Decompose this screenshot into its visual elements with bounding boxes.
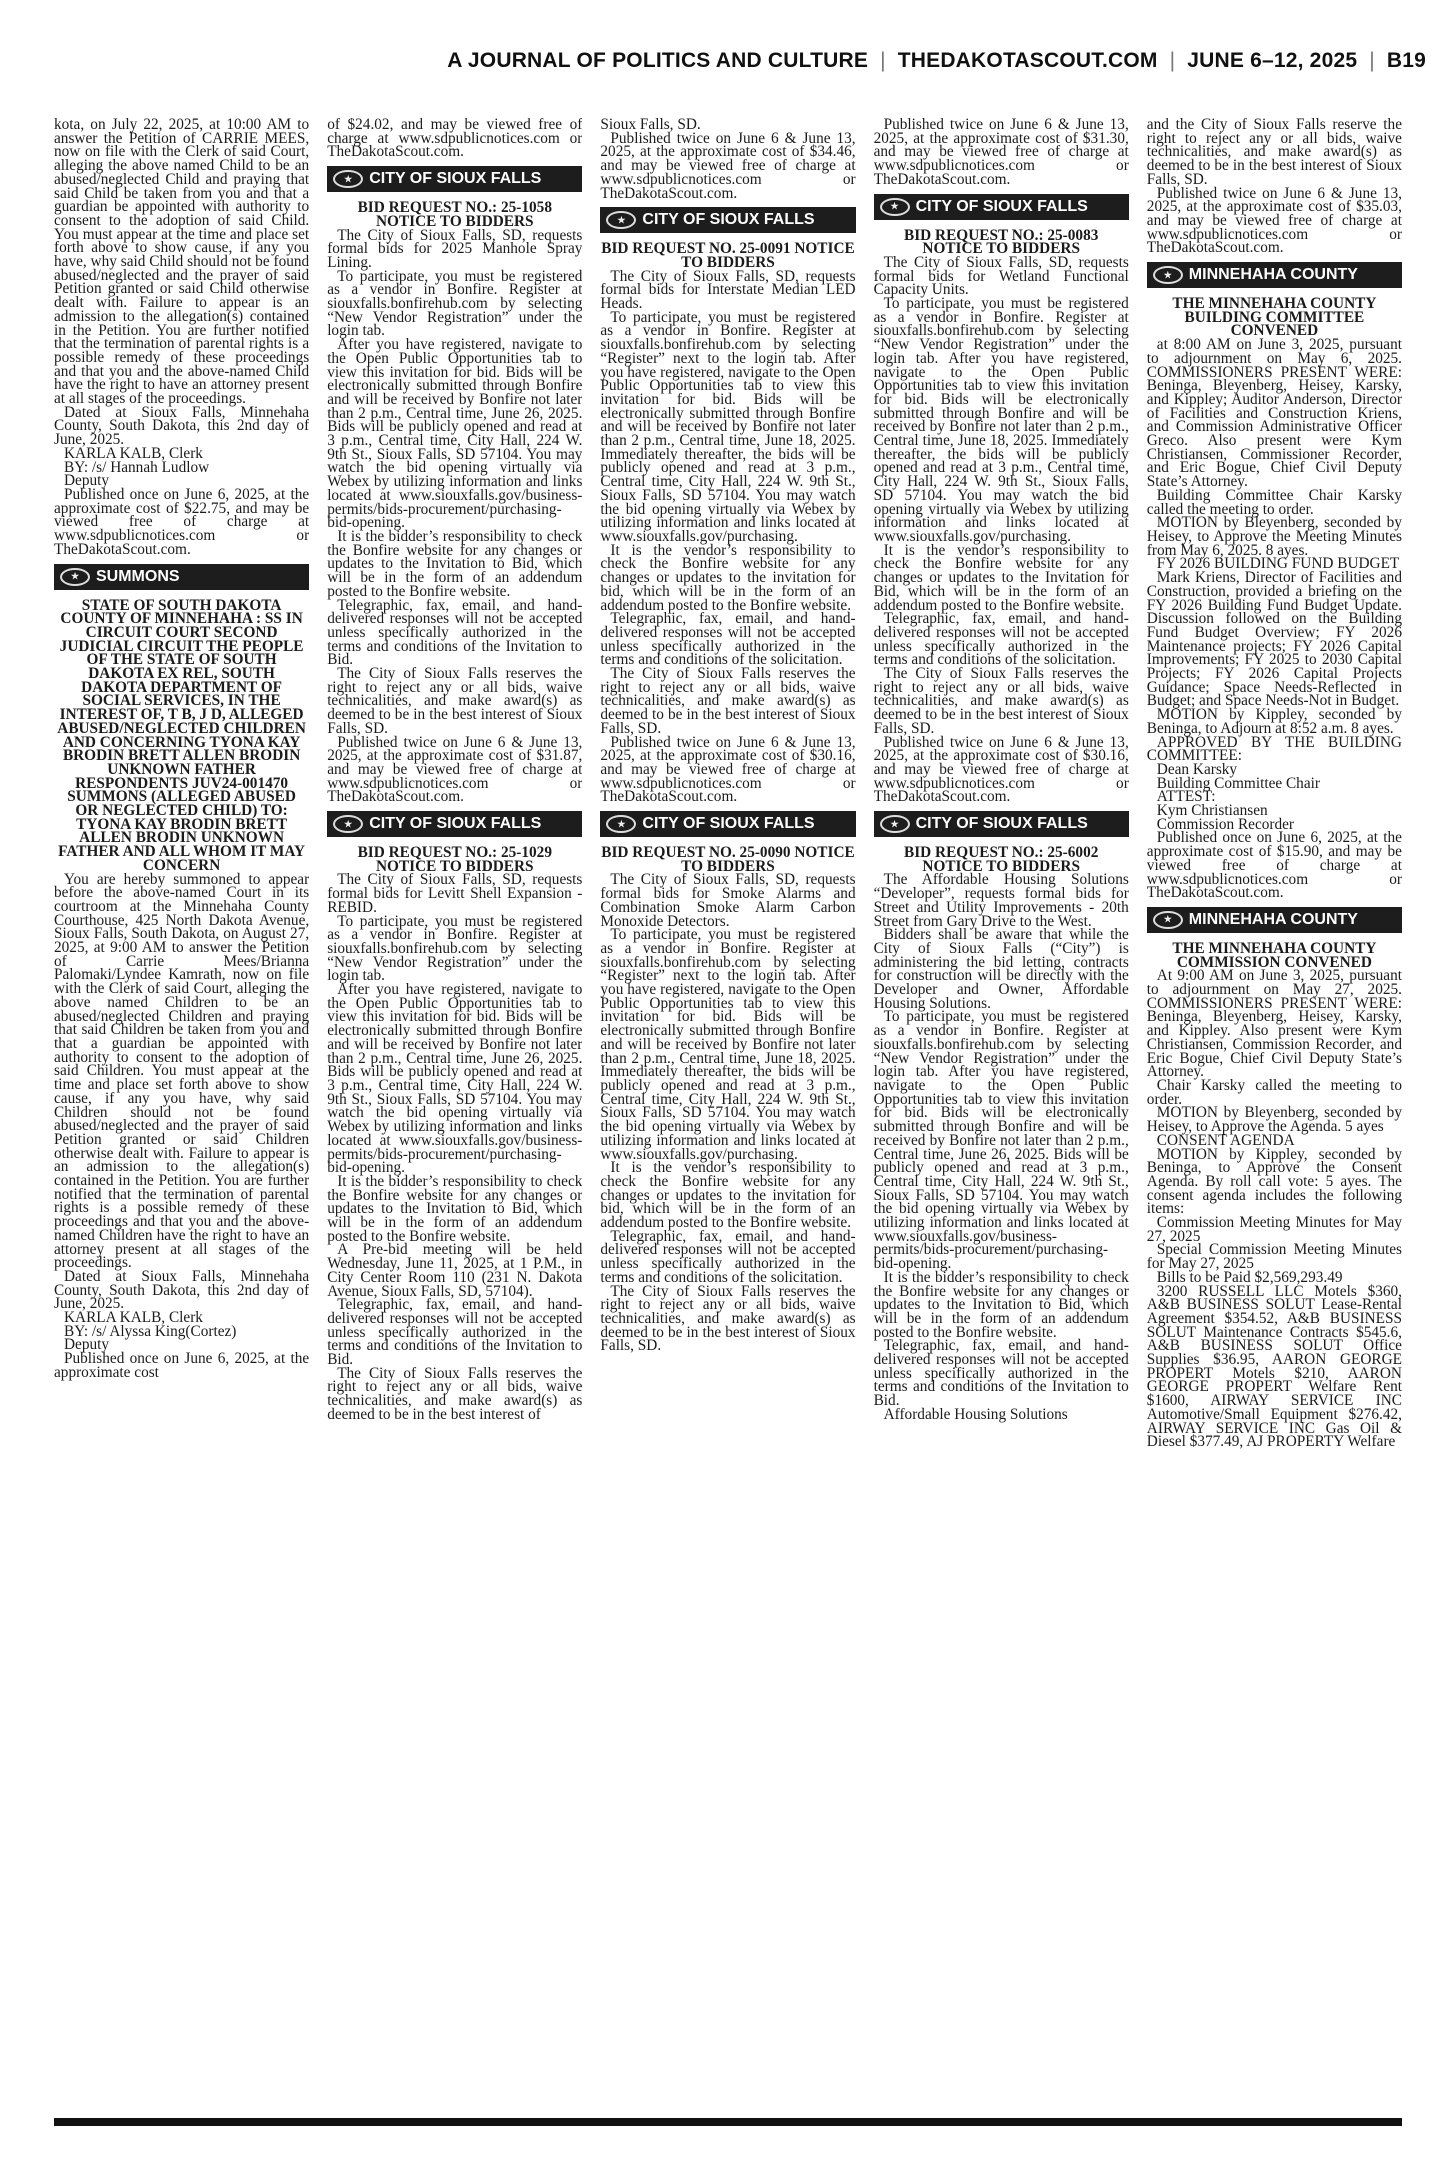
notice-paragraph: To participate, you must be registered as a vendor in Bonfire. Register at siouxfalls.bonfirehub.com by selecting “New Vendor Registration” under the login tab. After you have registered, navigate to the Open Public Opportunities tab to view this invitation for bid. Bids will be electronically submitted through Bonfire and will be received by Bonfire not later than 2 p.m., Central time, June 26, 2025. Bids will be publicly opened and read at 3 p.m., Central time, City Hall, 224 W. 9th St., Sioux Falls, SD 57104. You may watch the bid opening virtually via Webex by utilizing information and links located at www.siouxfalls.gov/business-permits/bids-procurement/purchasing-bid-opening. xyxy=(873,1008,1129,1273)
notice-heading: BID REQUEST NO. 25-0091 NOTICE TO BIDDERS xyxy=(601,240,855,271)
scout-logo-icon: ★ xyxy=(606,815,636,833)
notice-heading: THE MINNEHAHA COUNTY COMMISSION CONVENED xyxy=(1172,939,1377,971)
notice-paragraph: It is the bidder’s responsibility to check the Bonfire website for any changes or updates to the Invitation to Bid, which will be in the form of an addendum posted to the Bonfire website. xyxy=(327,527,583,600)
notice-paragraph: Published twice on June 6 & June 13, 2025, at the approximate cost of $30.16, and may be viewed free of charge at www.sdpublicnotices.com or TheDakotaScout.com. xyxy=(600,733,856,806)
notice-paragraph: Commission Meeting Minutes for May 27, 2025 xyxy=(1146,1214,1402,1245)
notice-paragraph: Published once on June 6, 2025, at the approximate cost of $22.75, and may be viewed free of charge at www.sdpublicnotices.com or TheDakotaScout.com. xyxy=(54,485,310,558)
notice-paragraph: Affordable Housing Solutions xyxy=(883,1405,1068,1423)
header-separator: | xyxy=(1169,49,1176,72)
notice-heading: STATE OF SOUTH DAKOTA COUNTY OF MINNEHAHA : SS IN CIRCUIT COURT SECOND JUDICIAL CIRCUIT THE PEOPLE OF THE STATE OF SOUTH DAKOTA EX REL, SOUTH DAKOTA DEPARTMENT OF SOCIAL SERVICES, IN THE INTEREST OF, T B, J D, ALLEGED ABUSED/NEGLECTED CHILDREN AND CONCERNING TYONA KAY BRODIN BRETT ALLEN BRODIN UNKNOWN FATHER RESPONDENTS JUV24-001470 SUMMONS (ALLEGED ABUSED OR NEGLECTED CHILD) TO: TYONA KAY BRODIN BRETT ALLEN BRODIN UNKNOWN FATHER AND ALL WHOM IT MAY CONCERN xyxy=(57,596,306,874)
scout-logo-icon: ★ xyxy=(880,815,910,833)
notice-paragraph: Bills to be Paid $2,569,293.49 xyxy=(1156,1268,1343,1286)
notice-paragraph: The Affordable Housing Solutions “Developer”, requests formal bids for Street and Utility Improvements - 20th Street from Gary Drive to the West. xyxy=(873,871,1129,930)
scout-logo-icon: ★ xyxy=(333,170,363,188)
notice-paragraph: Kym Christiansen xyxy=(1156,802,1268,820)
notice-paragraph: Dean Karsky xyxy=(1156,760,1238,778)
notice-paragraph: Commission Recorder xyxy=(1156,815,1295,833)
notice-columns xyxy=(54,118,1402,2116)
notice-paragraph: Telegraphic, fax, email, and hand-delivered responses will not be accepted unless specifically authorized in the terms and conditions of the Invitation to Bid. xyxy=(327,596,583,669)
notice-paragraph: Published once on June 6, 2025, at the approximate cost of $15.90, and may be viewed free of charge at www.sdpublicnotices.com or TheDakotaScout.com. xyxy=(1146,829,1402,902)
notice-paragraph: Telegraphic, fax, email, and hand-delivered responses will not be accepted unless specifically authorized in the terms and conditions of the solicitation. xyxy=(873,610,1129,669)
notice-paragraph: Bidders shall be aware that while the City of Sioux Falls (“City”) is administering the bid letting, contracts for construction will be directly with the Developer and Owner, Affordable Housing Solutions. xyxy=(873,926,1129,1012)
scout-logo-icon: ★ xyxy=(333,815,363,833)
notice-paragraph: To participate, you must be registered as a vendor in Bonfire. Register at siouxfalls.bonfirehub.com by selecting “Register” next to the login tab. After you have registered, navigate to the Open Public Opportunities tab to view this invitation for bid. Bids will be electronically submitted through Bonfire and will be received by Bonfire not later than 2 p.m., Central time, June 18, 2025. Immediately thereafter, the bids will be publicly opened and read at 3 p.m., Central time, City Hall, 224 W. 9th St., Sioux Falls, SD 57104. You may watch the bid opening virtually via Webex by utilizing information and links located at www.siouxfalls.gov/purchasing. xyxy=(600,308,856,545)
notice-paragraph: Published twice on June 6 & June 13, 2025, at the approximate cost of $30.16, and may be viewed free of charge at www.sdpublicnotices.com or TheDakotaScout.com. xyxy=(873,733,1129,806)
notice-paragraph: Building Committee Chair xyxy=(1156,774,1320,792)
section-banner xyxy=(874,194,1129,220)
notice-paragraph: 3200 RUSSELL LLC Motels $360, A&B BUSINESS SOLUT Lease-Rental Agreement $354.52, A&B BUSINESS SOLUT Maintenance Contracts $545.6, A&B BUSINESS SOLUT Office Supplies $36.95, AARON GEORGE PROPERT Motels $210, AARON GEORGE PROPERT Welfare Rent $1600, AIRWAY SERVICE INC Automotive/Small Equipment $276.42, AIRWAY SERVICE INC Gas Oil & Diesel $377.49, AJ PROPERTY Welfare xyxy=(1146,1282,1402,1451)
notice-paragraph: To participate, you must be registered as a vendor in Bonfire. Register at siouxfalls.bonfirehub.com by selecting “New Vendor Registration” under the login tab. After you have registered, navigate to the Open Public Opportunities tab to view this invitation for bid. Bids will be electronically submitted through Bonfire and will be received by Bonfire not later than 2 p.m., Central time, June 18, 2025. Immediately thereafter, the bids will be publicly opened and read at 3 p.m., Central time, City Hall, 224 W. 9th St., Sioux Falls, SD 57104. You may watch the bid opening virtually via Webex by utilizing information and links located at www.siouxfalls.gov/purchasing. xyxy=(873,295,1129,545)
notice-paragraph: The City of Sioux Falls reserves the right to reject any or all bids, waive technicalities, and make award(s) as deemed to be in the best interest of xyxy=(327,1364,583,1423)
bottom-rule xyxy=(54,2118,1402,2126)
notice-paragraph: MOTION by Bleyenberg, seconded by Heisey, to Approve the Meeting Minutes from May 6, 2025. 8 ayes. xyxy=(1146,514,1402,559)
notice-paragraph: Sioux Falls, SD. xyxy=(600,118,701,133)
notice-paragraph: Mark Kriens, Director of Facilities and Construction, provided a briefing on the FY 2026 Building Fund Budget Update. Discussion followed on the Building Fund Budget Overview; FY 2026 Maintenance projects; FY 2026 Capital Improvements; FY 2025 to 2030 Capital Projects; FY 2026 Capital Projects Guidance; Space Needs-Reflected in Budget; and Space Needs-Not in Budget. xyxy=(1146,569,1402,710)
notice-paragraph: Dated at Sioux Falls, Minnehaha County, South Dakota, this 2nd day of June, 2025. xyxy=(54,1267,310,1313)
notice-paragraph: Published twice on June 6 & June 13, 2025, at the approximate cost of $31.87, and may be viewed free of charge at www.sdpublicnotices.com or TheDakotaScout.com. xyxy=(327,733,583,806)
section-banner xyxy=(327,811,582,837)
scout-logo-icon: ★ xyxy=(1153,911,1183,929)
column-4 xyxy=(874,118,1129,2116)
column-1 xyxy=(54,118,309,2116)
scout-logo-icon: ★ xyxy=(606,211,636,229)
notice-paragraph: BY: /s/ Alyssa King(Cortez) xyxy=(64,1322,237,1340)
section-banner xyxy=(54,564,309,590)
notice-paragraph: After you have registered, navigate to the Open Public Opportunities tab to view this invitation for bid. Bids will be electronically submitted through Bonfire and will be received by Bonfire not later than 2 p.m., Central time, June 26, 2025. Bids will be publicly opened and read at 3 p.m., Central time, City Hall, 224 W. 9th St., Sioux Falls, SD 57104. You may watch the bid opening virtually via Webex by utilizing information and links located at www.siouxfalls.gov/business-permits/bids-procurement/purchasing-bid-opening. xyxy=(327,981,583,1177)
notice-paragraph: To participate, you must be registered as a vendor in Bonfire. Register at siouxfalls.bonfirehub.com by selecting “New Vendor Registration” under the login tab. xyxy=(327,912,583,985)
section-banner-label: CITY OF SIOUX FALLS xyxy=(642,815,815,833)
notice-paragraph: Telegraphic, fax, email, and hand-delivered responses will not be accepted unless specifically authorized in the terms and conditions of the Invitation to Bid. xyxy=(327,1296,583,1369)
notice-paragraph: You are hereby summoned to appear before the above-named Court in its courtroom at the Minnehaha County Courthouse, 425 North Dakota Avenue, Sioux Falls, South Dakota, on August 27, 2025, at 9:00 AM to answer the Petition of Carrie Mees/Brianna Palomaki/Lyndee Kamrath, now on file with the Clerk of said Court, alleging the above named Children to be an abused/neglected Children and praying that said Children be taken from you and that a guardian be appointed with authority to consent to the adoption of said Children. You must appear at the time and place set forth above to show cause, if any you have, why said Children should not be found abused/neglected and the prayer of said Petition granted or said Children otherwise dealt with. Failure to appear is an admission to the allegation(s) contained in the Petition. You are further notified that the termination of parental rights is a possible remedy of these proceedings and that you and the above-named Children have the right to have an attorney present at all stages of the proceedings. xyxy=(54,870,310,1272)
notice-heading: BID REQUEST NO.: 25-1058 NOTICE TO BIDDERS xyxy=(357,199,552,230)
scout-logo-icon: ★ xyxy=(60,568,90,586)
notice-paragraph: APPROVED BY THE BUILDING COMMITTEE: xyxy=(1146,733,1402,765)
notice-paragraph: Telegraphic, fax, email, and hand-delivered responses will not be accepted unless specifically authorized in the terms and conditions of the Invitation to Bid. xyxy=(873,1337,1129,1410)
notice-paragraph: Published twice on June 6 & June 13, 2025, at the approximate cost of $31.30, and may be viewed free of charge at www.sdpublicnotices.com or TheDakotaScout.com. xyxy=(873,118,1129,188)
notice-paragraph: Special Commission Meeting Minutes for May 27, 2025 xyxy=(1146,1241,1402,1273)
journal-tagline: A JOURNAL OF POLITICS AND CULTURE xyxy=(447,49,869,72)
notice-paragraph: Chair Karsky called the meeting to order. xyxy=(1146,1077,1402,1108)
notice-paragraph: MOTION by Bleyenberg, seconded by Heisey, to Approve the Agenda. 5 ayes xyxy=(1146,1104,1402,1136)
notice-paragraph: Building Committee Chair Karsky called the meeting to order. xyxy=(1146,486,1402,518)
notice-paragraph: MOTION by Kippley, seconded by Beninga, to Approve the Consent Agenda. By roll call vote: 5 ayes. The consent agenda includes the following items: xyxy=(1146,1145,1402,1218)
notice-paragraph: Published twice on June 6 & June 13, 2025, at the approximate cost of $34.46, and may be viewed free of charge at www.sdpublicnotices.com or TheDakotaScout.com. xyxy=(600,129,856,202)
notice-paragraph: It is the bidder’s responsibility to check the Bonfire website for any changes or updates to the Invitation to Bid, which will be in the form of an addendum posted to the Bonfire website. xyxy=(327,1172,583,1245)
scout-logo-icon: ★ xyxy=(1153,266,1183,284)
notice-paragraph: After you have registered, navigate to the Open Public Opportunities tab to view this invitation for bid. Bids will be electronically submitted through Bonfire and will be received by Bonfire not later than 2 p.m., Central time, June 26, 2025. Bids will be publicly opened and read at 3 p.m., Central time, City Hall, 224 W. 9th St., Sioux Falls, SD 57104. You may watch the bid opening virtually via Webex by utilizing information and links located at www.siouxfalls.gov/business-permits/bids-procurement/purchasing-bid-opening. xyxy=(327,336,583,532)
notice-paragraph: CONSENT AGENDA xyxy=(1156,1131,1295,1149)
issue-date: JUNE 6–12, 2025 xyxy=(1187,49,1358,72)
notice-paragraph: KARLA KALB, Clerk xyxy=(64,444,203,462)
notice-paragraph: Deputy xyxy=(64,1336,110,1354)
scout-logo-icon: ★ xyxy=(880,198,910,216)
notice-paragraph: The City of Sioux Falls, SD, requests formal bids for 2025 Manhole Spray Lining. xyxy=(327,226,583,271)
section-banner xyxy=(1147,262,1402,288)
notice-paragraph: The City of Sioux Falls, SD, requests formal bids for Interstate Median LED Heads. xyxy=(600,267,856,313)
notice-paragraph: The City of Sioux Falls reserves the right to reject any or all bids, waive technicalities, and make award(s) as deemed to be in the best interest of Sioux Falls, SD. xyxy=(600,1282,856,1355)
notice-heading: BID REQUEST NO.: 25-6002 NOTICE TO BIDDERS xyxy=(904,844,1099,875)
column-3 xyxy=(600,118,855,2116)
section-banner-label: SUMMONS xyxy=(96,567,180,585)
notice-paragraph: The City of Sioux Falls, SD, requests formal bids for Wetland Functional Capacity Units. xyxy=(873,253,1129,299)
notice-paragraph: Published once on June 6, 2025, at the approximate cost xyxy=(54,1350,310,1381)
notice-paragraph: It is the bidder’s responsibility to check the Bonfire website for any changes or updates to the Invitation to Bid, which will be in the form of an addendum posted to the Bonfire website. xyxy=(873,1268,1129,1341)
page-header xyxy=(440,44,1426,78)
section-banner-label: MINNEHAHA COUNTY xyxy=(1188,910,1358,928)
notice-paragraph: The City of Sioux Falls reserves the right to reject any or all bids, waive technicalities, and make award(s) as deemed to be in the best interest of Sioux Falls, SD. xyxy=(327,665,583,737)
notice-paragraph: of $24.02, and may be viewed free of charge at www.sdpublicnotices.com or TheDakotaScout.com. xyxy=(327,118,583,161)
section-banner-label: CITY OF SIOUX FALLS xyxy=(369,815,542,833)
notice-heading: THE MINNEHAHA COUNTY BUILDING COMMITTEE CONVENED xyxy=(1172,295,1377,340)
notice-paragraph: FY 2026 BUILDING FUND BUDGET xyxy=(1156,555,1400,573)
notice-paragraph: The City of Sioux Falls reserves the right to reject any or all bids, waive technicalities, and make award(s) as deemed to be in the best interest of Sioux Falls, SD. xyxy=(873,665,1129,737)
notice-paragraph: MOTION by Kippley, seconded by Beninga, to Adjourn at 8:52 a.m. 8 ayes. xyxy=(1146,706,1402,737)
notice-paragraph: It is the vendor’s responsibility to check the Bonfire website for any changes or updates to the invitation for bid, which will be in the form of an addendum posted to the Bonfire website. xyxy=(600,1159,856,1232)
notice-paragraph: A Pre-bid meeting will be held Wednesday, June 11, 2025, at 1 P.M., in City Center Room 110 (231 N. Dakota Avenue, Sioux Falls, SD, 57104). xyxy=(327,1241,583,1300)
notice-paragraph: To participate, you must be registered as a vendor in Bonfire. Register at siouxfalls.bonfirehub.com by selecting “Register” next to the login tab. After you have registered, navigate to the Open Public Opportunities tab to view this invitation for bid. Bids will be electronically submitted through Bonfire and will be received by Bonfire not later than 2 p.m., Central time, June 18, 2025. Immediately thereafter, the bids will be publicly opened and read at 3 p.m., Central time, City Hall, 224 W. 9th St., Sioux Falls, SD 57104. You may watch the bid opening virtually via Webex by utilizing information and links located at www.siouxfalls.gov/purchasing. xyxy=(600,926,856,1163)
notice-paragraph: Dated at Sioux Falls, Minnehaha County, South Dakota, this 2nd day of June, 2025. xyxy=(54,403,310,449)
notice-paragraph: It is the vendor’s responsibility to check the Bonfire website for any changes or updates to the invitation for bid, which will be in the form of an addendum posted to the Bonfire website. xyxy=(600,541,856,614)
notice-paragraph: ATTEST: xyxy=(1156,788,1216,806)
notice-heading: BID REQUEST NO.: 25-1029 NOTICE TO BIDDERS xyxy=(357,844,552,875)
section-banner xyxy=(874,811,1129,837)
notice-paragraph: To participate, you must be registered as a vendor in Bonfire. Register at siouxfalls.bonfirehub.com by selecting “New Vendor Registration” under the login tab. xyxy=(327,267,583,340)
section-banner-label: CITY OF SIOUX FALLS xyxy=(915,815,1088,833)
header-separator: | xyxy=(1369,49,1375,72)
notice-heading: BID REQUEST NO.: 25-0083 NOTICE TO BIDDERS xyxy=(904,226,1099,258)
notice-paragraph: At 9:00 AM on June 3, 2025, pursuant to adjournment on May 27, 2025. COMMISSIONERS PRESENT WERE: Beninga, Bleyenberg, Heisey, Karsky, and Kippley. Also present were Kym Christiansen, Commission Recorder, and Eric Bogue, Chief Civil Deputy State’s Attorney. xyxy=(1146,967,1402,1081)
notice-paragraph: Published twice on June 6 & June 13, 2025, at the approximate cost of $35.03, and may be viewed free of charge at www.sdpublicnotices.com or TheDakotaScout.com. xyxy=(1146,184,1402,257)
header-separator: | xyxy=(880,49,886,72)
column-5 xyxy=(1147,118,1402,2116)
notice-paragraph: The City of Sioux Falls reserves the right to reject any or all bids, waive technicalities, and make award(s) as deemed to be in the best interest of Sioux Falls, SD. xyxy=(600,665,856,737)
notice-paragraph: Deputy xyxy=(64,472,110,490)
section-banner xyxy=(600,207,855,233)
notice-paragraph: Telegraphic, fax, email, and hand-delivered responses will not be accepted unless specifically authorized in the terms and conditions of the solicitation. xyxy=(600,1227,856,1286)
notice-paragraph: kota, on July 22, 2025, at 10:00 AM to answer the Petition of CARRIE MEES, now on file with the Clerk of said Court, alleging the above named Child to be an abused/neglected Child and praying that said Child be taken from you and that a guardian be appointed with authority to consent to the adoption of said Child. You must appear at the time and place set forth above to show cause, if any you have, why said Child should not be found abused/neglected and the prayer of said Petition granted or said Child otherwise dealt with. Failure to appear is an admission to the allegation(s) contained in the Petition. You are further notified that the termination of parental rights is a possible remedy of these proceedings and that you and the above-named Child have the right to have an attorney present at all stages of the proceedings. xyxy=(54,118,310,408)
section-banner xyxy=(327,166,582,192)
notice-paragraph: Telegraphic, fax, email, and hand-delivered responses will not be accepted unless specifically authorized in the terms and conditions of the solicitation. xyxy=(600,610,856,669)
section-banner xyxy=(1147,907,1402,933)
notice-paragraph: The City of Sioux Falls, SD, requests formal bids for Levitt Shell Expansion - REBID. xyxy=(327,871,583,916)
column-2 xyxy=(327,118,582,2116)
notice-paragraph: BY: /s/ Hannah Ludlow xyxy=(64,458,210,476)
section-banner-label: CITY OF SIOUX FALLS xyxy=(369,170,542,188)
section-banner xyxy=(600,811,855,837)
notice-paragraph: and the City of Sioux Falls reserve the right to reject any or all bids, waive technicalities, and make award(s) as deemed to be in the best interest of Sioux Falls, SD. xyxy=(1146,118,1402,188)
section-banner-label: CITY OF SIOUX FALLS xyxy=(642,211,815,229)
site-name: THEDAKOTASCOUT.COM xyxy=(897,49,1158,72)
notice-heading: BID REQUEST NO. 25-0090 NOTICE TO BIDDERS xyxy=(601,844,855,875)
notice-paragraph: KARLA KALB, Clerk xyxy=(64,1309,203,1327)
section-banner-label: MINNEHAHA COUNTY xyxy=(1188,266,1358,284)
notice-paragraph: The City of Sioux Falls, SD, requests formal bids for Smoke Alarms and Combination Smoke Alarm Carbon Monoxide Detectors. xyxy=(600,871,856,930)
notice-paragraph: at 8:00 AM on June 3, 2025, pursuant to adjournment on May 6, 2025. COMMISSIONERS PRESENT WERE: Beninga, Bleyenberg, Heisey, Karsky, and Kippley; Auditor Anderson, Director of Facilities and Construction Kriens, and Commission Administrative Officer Greco. Also present were Kym Christiansen, Commissioner Recorder, and Eric Bogue, Chief Civil Deputy State’s Attorney. xyxy=(1146,336,1402,491)
notice-paragraph: It is the vendor’s responsibility to check the Bonfire website for any changes or updates to the Invitation for Bid, which will be in the form of an addendum posted to the Bonfire website. xyxy=(873,541,1129,614)
page-number: B19 xyxy=(1386,49,1426,72)
section-banner-label: CITY OF SIOUX FALLS xyxy=(915,197,1088,215)
